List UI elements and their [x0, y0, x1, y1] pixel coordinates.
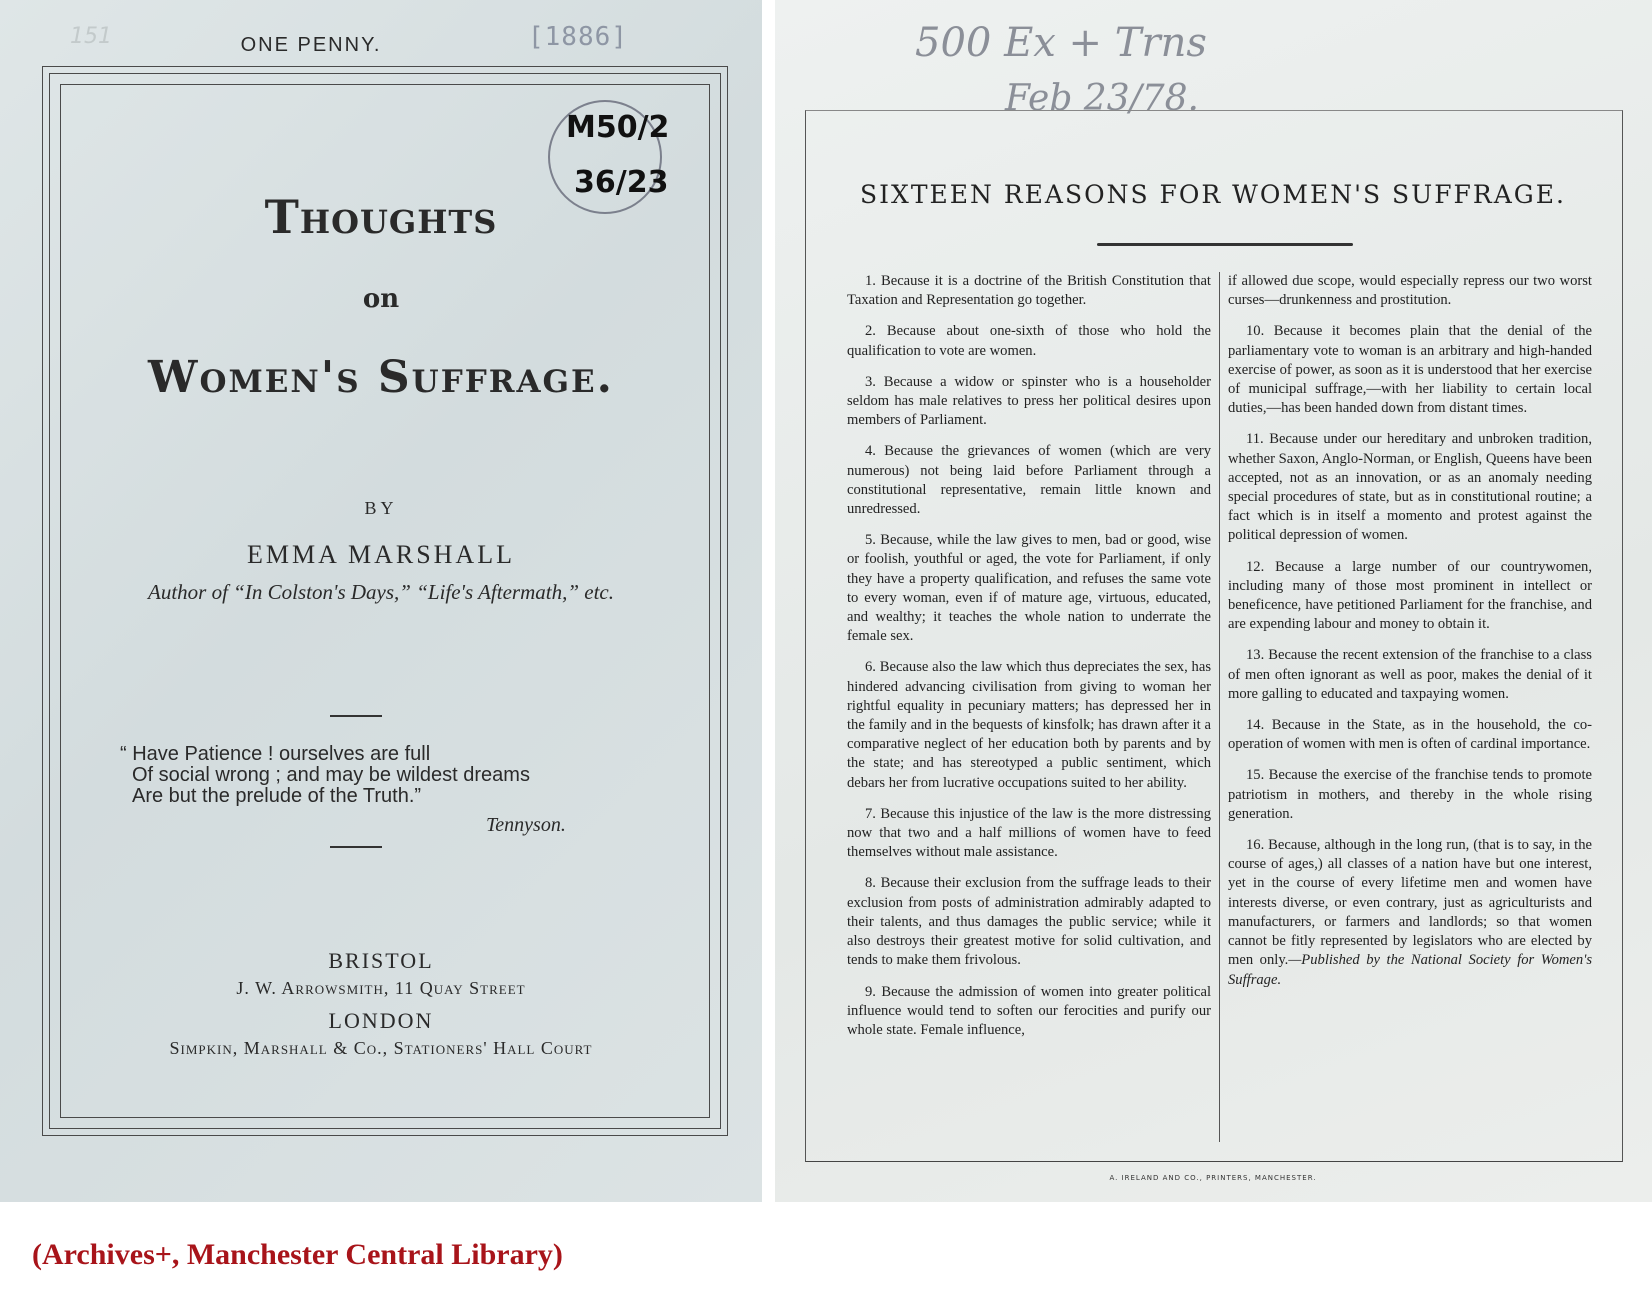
reason-item: 13. Because the recent extension of the franchise to a class of men often ignorant as well as poor, makes the denial of it more galling to educated and taxpaying women. [1228, 647, 1592, 702]
title-word-thoughts: Thoughts [264, 190, 498, 244]
reasons-column-right [1228, 272, 1592, 1002]
quote-attribution: Tennyson. [486, 814, 566, 836]
reason-continuation: if allowed due scope, would especially repress our two worst curses—drunkenness and prostitution. [1228, 273, 1592, 309]
image-caption: (Archives+, Manchester Central Library) [32, 1238, 563, 1271]
quote-line-2: Of social wrong ; and may be wildest dreams [132, 764, 530, 786]
author-credits: Author of “In Colston's Days,” “Life's Aftermath,” etc. [148, 580, 614, 604]
imprint-publisher-london: Simpkin, Marshall & Co., Stationers' Hall Court [169, 1038, 593, 1058]
column-divider [1219, 272, 1220, 1142]
broadsheet-title: SIXTEEN REASONS FOR WOMEN'S SUFFRAGE. [860, 180, 1566, 209]
reason-item: 10. Because it becomes plain that the denial of the parliamentary vote to woman is an arbitrary and high-handed exercise of power, as soon as it is understood that her exercise of municipal suffrage,—with her liability to certain local duties,—has been handed down from distant times. [1228, 323, 1592, 417]
reason-item: 14. Because in the State, as in the household, the co-operation of women with men is often of cardinal importance. [1228, 717, 1592, 753]
handwritten-date: Feb 23/78. [1005, 78, 1199, 119]
divider-rule-top [330, 715, 382, 717]
reason-16-text: 16. Because, although in the long run, (that is to say, in the course of ages,) all classes of a nation have but one interest, yet in the course of every lifetime men and women have interests diverse, or even contrary, just as agriculturists and manufacturers, or farmers and landlords; so that women cannot be fitly represented by legislators who are elected by men only. [1228, 837, 1592, 969]
reason-item: 1. Because it is a doctrine of the British Constitution that Taxation and Representation go together. [847, 273, 1211, 309]
divider-rule-bottom [330, 846, 382, 848]
epigraph-quote [120, 744, 640, 807]
title-word-on: on [362, 284, 400, 314]
shelf-mark-top: M50/2 [566, 110, 670, 145]
corner-pencil-mark: 151 [70, 24, 112, 49]
reasons-broadsheet [775, 0, 1652, 1202]
printer-imprint: A. IRELAND AND CO., PRINTERS, MANCHESTER. [1109, 1174, 1317, 1182]
imprint-city-london: LONDON [328, 1008, 434, 1033]
reason-item: 3. Because a widow or spinster who is a householder seldom has male relatives to press her political desires upon members of Parliament. [847, 373, 1211, 429]
author-name: EMMA MARSHALL [247, 540, 515, 569]
reason-item: 2. Because about one-sixth of those who hold the qualification to vote are women. [847, 323, 1211, 359]
reason-item: 15. Because the exercise of the franchise tends to promote patriotism in mothers, and thereby in the whole rising generation. [1228, 767, 1592, 822]
reason-item: 5. Because, while the law gives to men, bad or good, wise or foolish, youthful or aged, the vote for Parliament, if only they have a property qualification, and refuses the same vote to every woman, even if of mature age, virtuous, educated, and wealthy; it teaches the whole nation to underrate the female sex. [847, 532, 1211, 645]
imprint-publisher-bristol: J. W. Arrowsmith, 11 Quay Street [236, 978, 526, 998]
reason-item [1228, 836, 1592, 990]
title-womens-suffrage: Women's Suffrage. [148, 352, 614, 403]
pamphlet-cover [0, 0, 762, 1202]
quote-line-3: Are but the prelude of the Truth.” [132, 785, 422, 807]
price-line: ONE PENNY. [240, 34, 382, 56]
reasons-column-left [847, 272, 1211, 1052]
quote-line-1: “ Have Patience ! ourselves are full [120, 743, 431, 765]
reason-item: 7. Because this injustice of the law is the more distressing now that two and a half millions of women have to feed themselves without male assistance. [847, 805, 1211, 861]
reason-item: 9. Because the admission of women into greater political influence would tend to soften our ferocities and purify our whole state. Female influence, [847, 983, 1211, 1038]
handwritten-note-top: 500 Ex + Trns [915, 20, 1207, 66]
shelf-mark-bottom: 36/23 [574, 165, 669, 200]
reason-item: 4. Because the grievances of women (which are very numerous) not being laid before Parliament through a constitutional representative, remain little known and unredressed. [847, 443, 1211, 518]
archive-year-annotation: [1886] [528, 22, 628, 52]
byline-label: BY [364, 498, 398, 518]
reason-item: 8. Because their exclusion from the suffrage leads to their exclusion from posts of administration admirably adapted to their talents, and thus damages the public service; while it also destroys their greatest motive for solid cultivation, and tends to make them frivolous. [847, 875, 1211, 969]
reason-item: 12. Because a large number of our countrywomen, including many of those most prominent in intellect or beneficence, have petitioned Parliament for the franchise, and are expending labour and money to obtain it. [1228, 558, 1592, 633]
publisher-note: —Published by the National Society for Women's Suffrage. [1228, 952, 1593, 988]
imprint-city-bristol: BRISTOL [328, 948, 434, 973]
reason-item: 6. Because also the law which thus depreciates the sex, has hindered advancing civilisation from giving to woman her rightful equality in pecuniary matters; has depressed her in the family and in the bequests of kinsfolk; has drawn after it a comparative neglect of her education both by parents and by the state; and has stereotyped a public sentiment, which debars her from lucrative occupations suited to her ability. [847, 659, 1211, 791]
title-underline-rule [1097, 243, 1353, 246]
reason-item: 11. Because under our hereditary and unbroken tradition, whether Saxon, Anglo-Norman, or English, Queens have been accepted, not as an innovation, or as an anomaly needing special procedures of state, but as in constitutional routine; a fact which is in itself a momento and protest against the political depression of women. [1228, 431, 1592, 544]
